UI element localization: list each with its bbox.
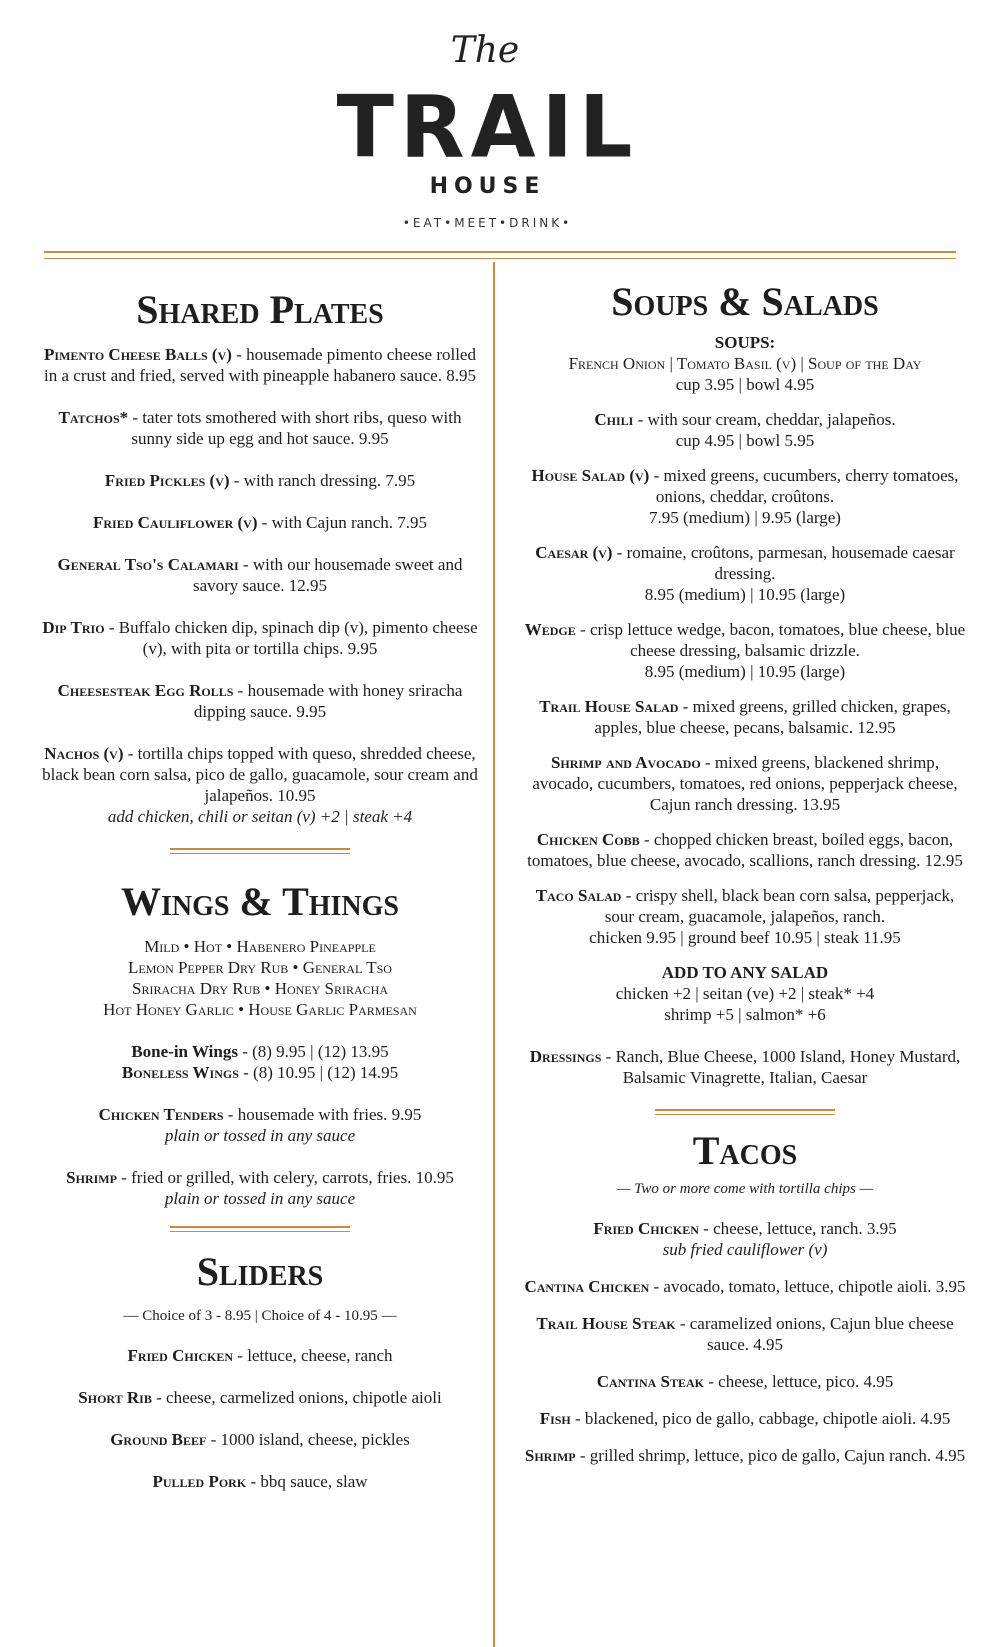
menu-item — [40, 1387, 480, 1408]
menu-item — [520, 465, 970, 528]
sauce-line: Lemon Pepper Dry Rub • General Tso — [128, 958, 392, 977]
menu-item — [40, 1429, 480, 1450]
menu-item — [40, 1345, 480, 1366]
tacos-note: — Two or more come with tortilla chips — — [617, 1181, 873, 1197]
item-name: Fried Cauliflower (v) — [93, 513, 258, 532]
item-name: Taco Salad — [535, 886, 622, 905]
item-addon: add chicken, chili or seitan (v) +2 | steak +4 — [107, 807, 413, 826]
item-name: Dressings — [529, 1047, 602, 1066]
menu-header — [0, 0, 1000, 240]
item-desc: - Buffalo chicken dip, spinach dip (v), pimento cheese (v), with pita or tortilla chips. 9.95 — [104, 618, 478, 658]
section-title-soups-salads: Soups & Salads — [611, 279, 879, 324]
item-desc: - mixed greens, blackened shrimp, avocado, cucumbers, tomatoes, red onions, pepperjack cheese, Cajun ranch dressing. 13.95 — [532, 753, 958, 814]
item-name: Cantina Chicken — [524, 1277, 650, 1296]
menu-item — [40, 470, 480, 491]
menu-item — [520, 1408, 970, 1429]
menu-item — [40, 743, 480, 827]
sauce-line: Mild • Hot • Habenero Pineapple — [144, 937, 376, 956]
item-name: Caesar (v) — [535, 543, 613, 562]
wings-prices — [40, 1041, 480, 1083]
menu-item — [40, 1167, 480, 1209]
item-addon: plain or tossed in any sauce — [164, 1189, 356, 1208]
menu-item — [40, 1104, 480, 1146]
sauce-list — [40, 936, 480, 1020]
item-name: Chicken Cobb — [536, 830, 640, 849]
column-divider — [493, 262, 495, 1647]
item-desc: - avocado, tomato, lettuce, chipotle aioli. 3.95 — [649, 1277, 966, 1296]
item-name: Fish — [539, 1409, 571, 1428]
dressings — [520, 1046, 970, 1088]
menu-item — [520, 1276, 970, 1297]
item-desc: - 1000 island, cheese, pickles — [206, 1430, 410, 1449]
item-desc: - tater tots smothered with short ribs, queso with sunny side up egg and hot sauce. 9.95 — [128, 408, 462, 448]
item-name: Ground Beef — [110, 1430, 207, 1449]
menu-item — [520, 696, 970, 738]
item-desc: - bbq sauce, slaw — [246, 1472, 368, 1491]
item-name: Shrimp and Avocado — [550, 753, 701, 772]
item-name: Tatchos* — [58, 408, 129, 427]
item-desc: - cheese, lettuce, pico. 4.95 — [704, 1372, 894, 1391]
add-line: chicken +2 | seitan (ve) +2 | steak* +4 — [615, 984, 875, 1003]
item-name: Chili — [594, 410, 634, 429]
menu-item — [40, 1471, 480, 1492]
item-desc: - housemade pimento cheese rolled in a crust and fried, served with pineapple habanero sauce. 8.95 — [44, 345, 476, 385]
item-desc: - lettuce, cheese, ranch — [233, 1346, 393, 1365]
item-name: Chicken Tenders — [98, 1105, 224, 1124]
right-column — [520, 280, 970, 1466]
menu-item — [520, 1445, 970, 1466]
header-rule — [44, 251, 956, 253]
section-divider — [655, 1109, 835, 1115]
item-desc: - mixed greens, cucumbers, cherry tomatoes, onions, cheddar, croûtons. — [649, 466, 959, 506]
add-label: ADD TO ANY SALAD — [661, 963, 829, 982]
logo-the: The — [450, 30, 520, 71]
item-name: Boneless Wings — [121, 1063, 239, 1082]
item-desc: - mixed greens, grilled chicken, grapes, apples, blue cheese, pecans, balsamic. 12.95 — [594, 697, 951, 737]
item-name: Pimento Cheese Balls (v) — [44, 345, 232, 364]
logo-trail: TRAIL — [336, 77, 639, 177]
item-desc: - housemade with fries. 9.95 — [223, 1105, 422, 1124]
soups-list: French Onion | Tomato Basil (v) | Soup of the Day — [568, 354, 922, 373]
item-name: General Tso's Calamari — [57, 555, 239, 574]
menu-item — [520, 1313, 970, 1355]
item-name: Cantina Steak — [596, 1372, 705, 1391]
item-desc: - blackened, pico de gallo, cabbage, chipotle aioli. 4.95 — [570, 1409, 951, 1428]
item-price: 8.95 (medium) | 10.95 (large) — [644, 585, 846, 604]
section-title-wings: Wings & Things — [121, 879, 399, 924]
section-title-sliders: Sliders — [196, 1249, 324, 1294]
menu-item — [40, 617, 480, 659]
item-name: House Salad (v) — [531, 466, 650, 485]
section-title-shared-plates: Shared Plates — [136, 287, 384, 332]
menu-item — [40, 680, 480, 722]
item-price: 8.95 (medium) | 10.95 (large) — [644, 662, 846, 681]
menu-item — [520, 542, 970, 605]
item-name: Shrimp — [524, 1446, 576, 1465]
item-desc: - (8) 10.95 | (12) 14.95 — [238, 1063, 399, 1082]
item-name: Short Rib — [78, 1388, 152, 1407]
add-to-salad — [520, 962, 970, 1025]
menu-item — [520, 1218, 970, 1260]
item-name: Nachos (v) — [44, 744, 124, 763]
item-price: chicken 9.95 | ground beef 10.95 | steak 11.95 — [589, 928, 901, 947]
sliders-note: — Choice of 3 - 8.95 | Choice of 4 - 10.95 — — [123, 1308, 397, 1324]
item-desc: - Ranch, Blue Cheese, 1000 Island, Honey Mustard, Balsamic Vinagrette, Italian, Caesar — [601, 1047, 961, 1087]
menu-item — [40, 407, 480, 449]
item-desc: - fried or grilled, with celery, carrots, fries. 10.95 — [116, 1168, 454, 1187]
item-desc: - with sour cream, cheddar, jalapeños. — [633, 410, 896, 429]
item-desc: - housemade with honey sriracha dipping sauce. 9.95 — [193, 681, 463, 721]
menu-item — [520, 885, 970, 948]
menu-item — [40, 512, 480, 533]
item-name: Fried Pickles (v) — [104, 471, 230, 490]
soups-block — [520, 332, 970, 395]
soups-price: cup 3.95 | bowl 4.95 — [675, 375, 815, 394]
item-desc: - grilled shrimp, lettuce, pico de gallo, Cajun ranch. 4.95 — [575, 1446, 966, 1465]
item-desc: - with ranch dressing. 7.95 — [229, 471, 416, 490]
soups-label: SOUPS: — [714, 333, 776, 352]
section-divider — [170, 848, 350, 854]
logo-tagline: •EAT•MEET•DRINK• — [402, 216, 573, 230]
left-column — [40, 288, 480, 1513]
add-line: shrimp +5 | salmon* +6 — [664, 1005, 826, 1024]
item-price: cup 4.95 | bowl 5.95 — [675, 431, 815, 450]
item-addon: sub fried cauliflower (v) — [662, 1240, 828, 1259]
item-desc: - romaine, croûtons, parmesan, housemade caesar dressing. — [612, 543, 955, 583]
item-addon: plain or tossed in any sauce — [164, 1126, 356, 1145]
item-desc: - crisp lettuce wedge, bacon, tomatoes, blue cheese, blue cheese dressing, balsamic drizzle. — [575, 620, 966, 660]
sauce-line: Sriracha Dry Rub • Honey Sriracha — [131, 979, 389, 998]
header-rule-thin — [44, 258, 956, 259]
item-desc: - with our housemade sweet and savory sauce. 12.95 — [192, 555, 463, 595]
item-name: Dip Trio — [42, 618, 105, 637]
item-price: 7.95 (medium) | 9.95 (large) — [649, 508, 841, 527]
item-name: Trail House Salad — [539, 697, 679, 716]
menu-item — [520, 1371, 970, 1392]
menu-item — [40, 554, 480, 596]
item-desc: - tortilla chips topped with queso, shredded cheese, black bean corn salsa, pico de gallo, guacamole, sour cream and jalapeños. 10.95 — [42, 744, 478, 805]
item-desc: - chopped chicken breast, boiled eggs, bacon, tomatoes, blue cheese, avocado, scallions, ranch dressing. 12.95 — [527, 830, 963, 870]
logo-house: HOUSE — [429, 174, 546, 199]
item-name: Cheesesteak Egg Rolls — [57, 681, 234, 700]
item-name: Fried Chicken — [593, 1219, 699, 1238]
menu-item — [520, 829, 970, 871]
section-divider — [170, 1226, 350, 1232]
item-desc: - with Cajun ranch. 7.95 — [257, 513, 427, 532]
item-name: Pulled Pork — [152, 1472, 247, 1491]
item-name: Shrimp — [66, 1168, 117, 1187]
menu-item — [40, 344, 480, 386]
menu-item — [520, 619, 970, 682]
menu-item — [520, 409, 970, 451]
section-title-tacos: Tacos — [692, 1128, 798, 1173]
sauce-line: Hot Honey Garlic • House Garlic Parmesan — [103, 1000, 417, 1019]
item-desc: - cheese, lettuce, ranch. 3.95 — [698, 1219, 897, 1238]
item-name: Wedge — [524, 620, 576, 639]
item-desc: - cheese, carmelized onions, chipotle aioli — [151, 1388, 442, 1407]
item-desc: - (8) 9.95 | (12) 13.95 — [237, 1042, 389, 1061]
item-desc: - caramelized onions, Cajun blue cheese sauce. 4.95 — [675, 1314, 954, 1354]
item-name: Bone-in Wings — [131, 1042, 238, 1061]
item-desc: - crispy shell, black bean corn salsa, pepperjack, sour cream, guacamole, jalapeños, ranch. — [604, 886, 955, 926]
item-name: Fried Chicken — [127, 1346, 234, 1365]
menu-item — [520, 752, 970, 815]
item-name: Trail House Steak — [536, 1314, 676, 1333]
